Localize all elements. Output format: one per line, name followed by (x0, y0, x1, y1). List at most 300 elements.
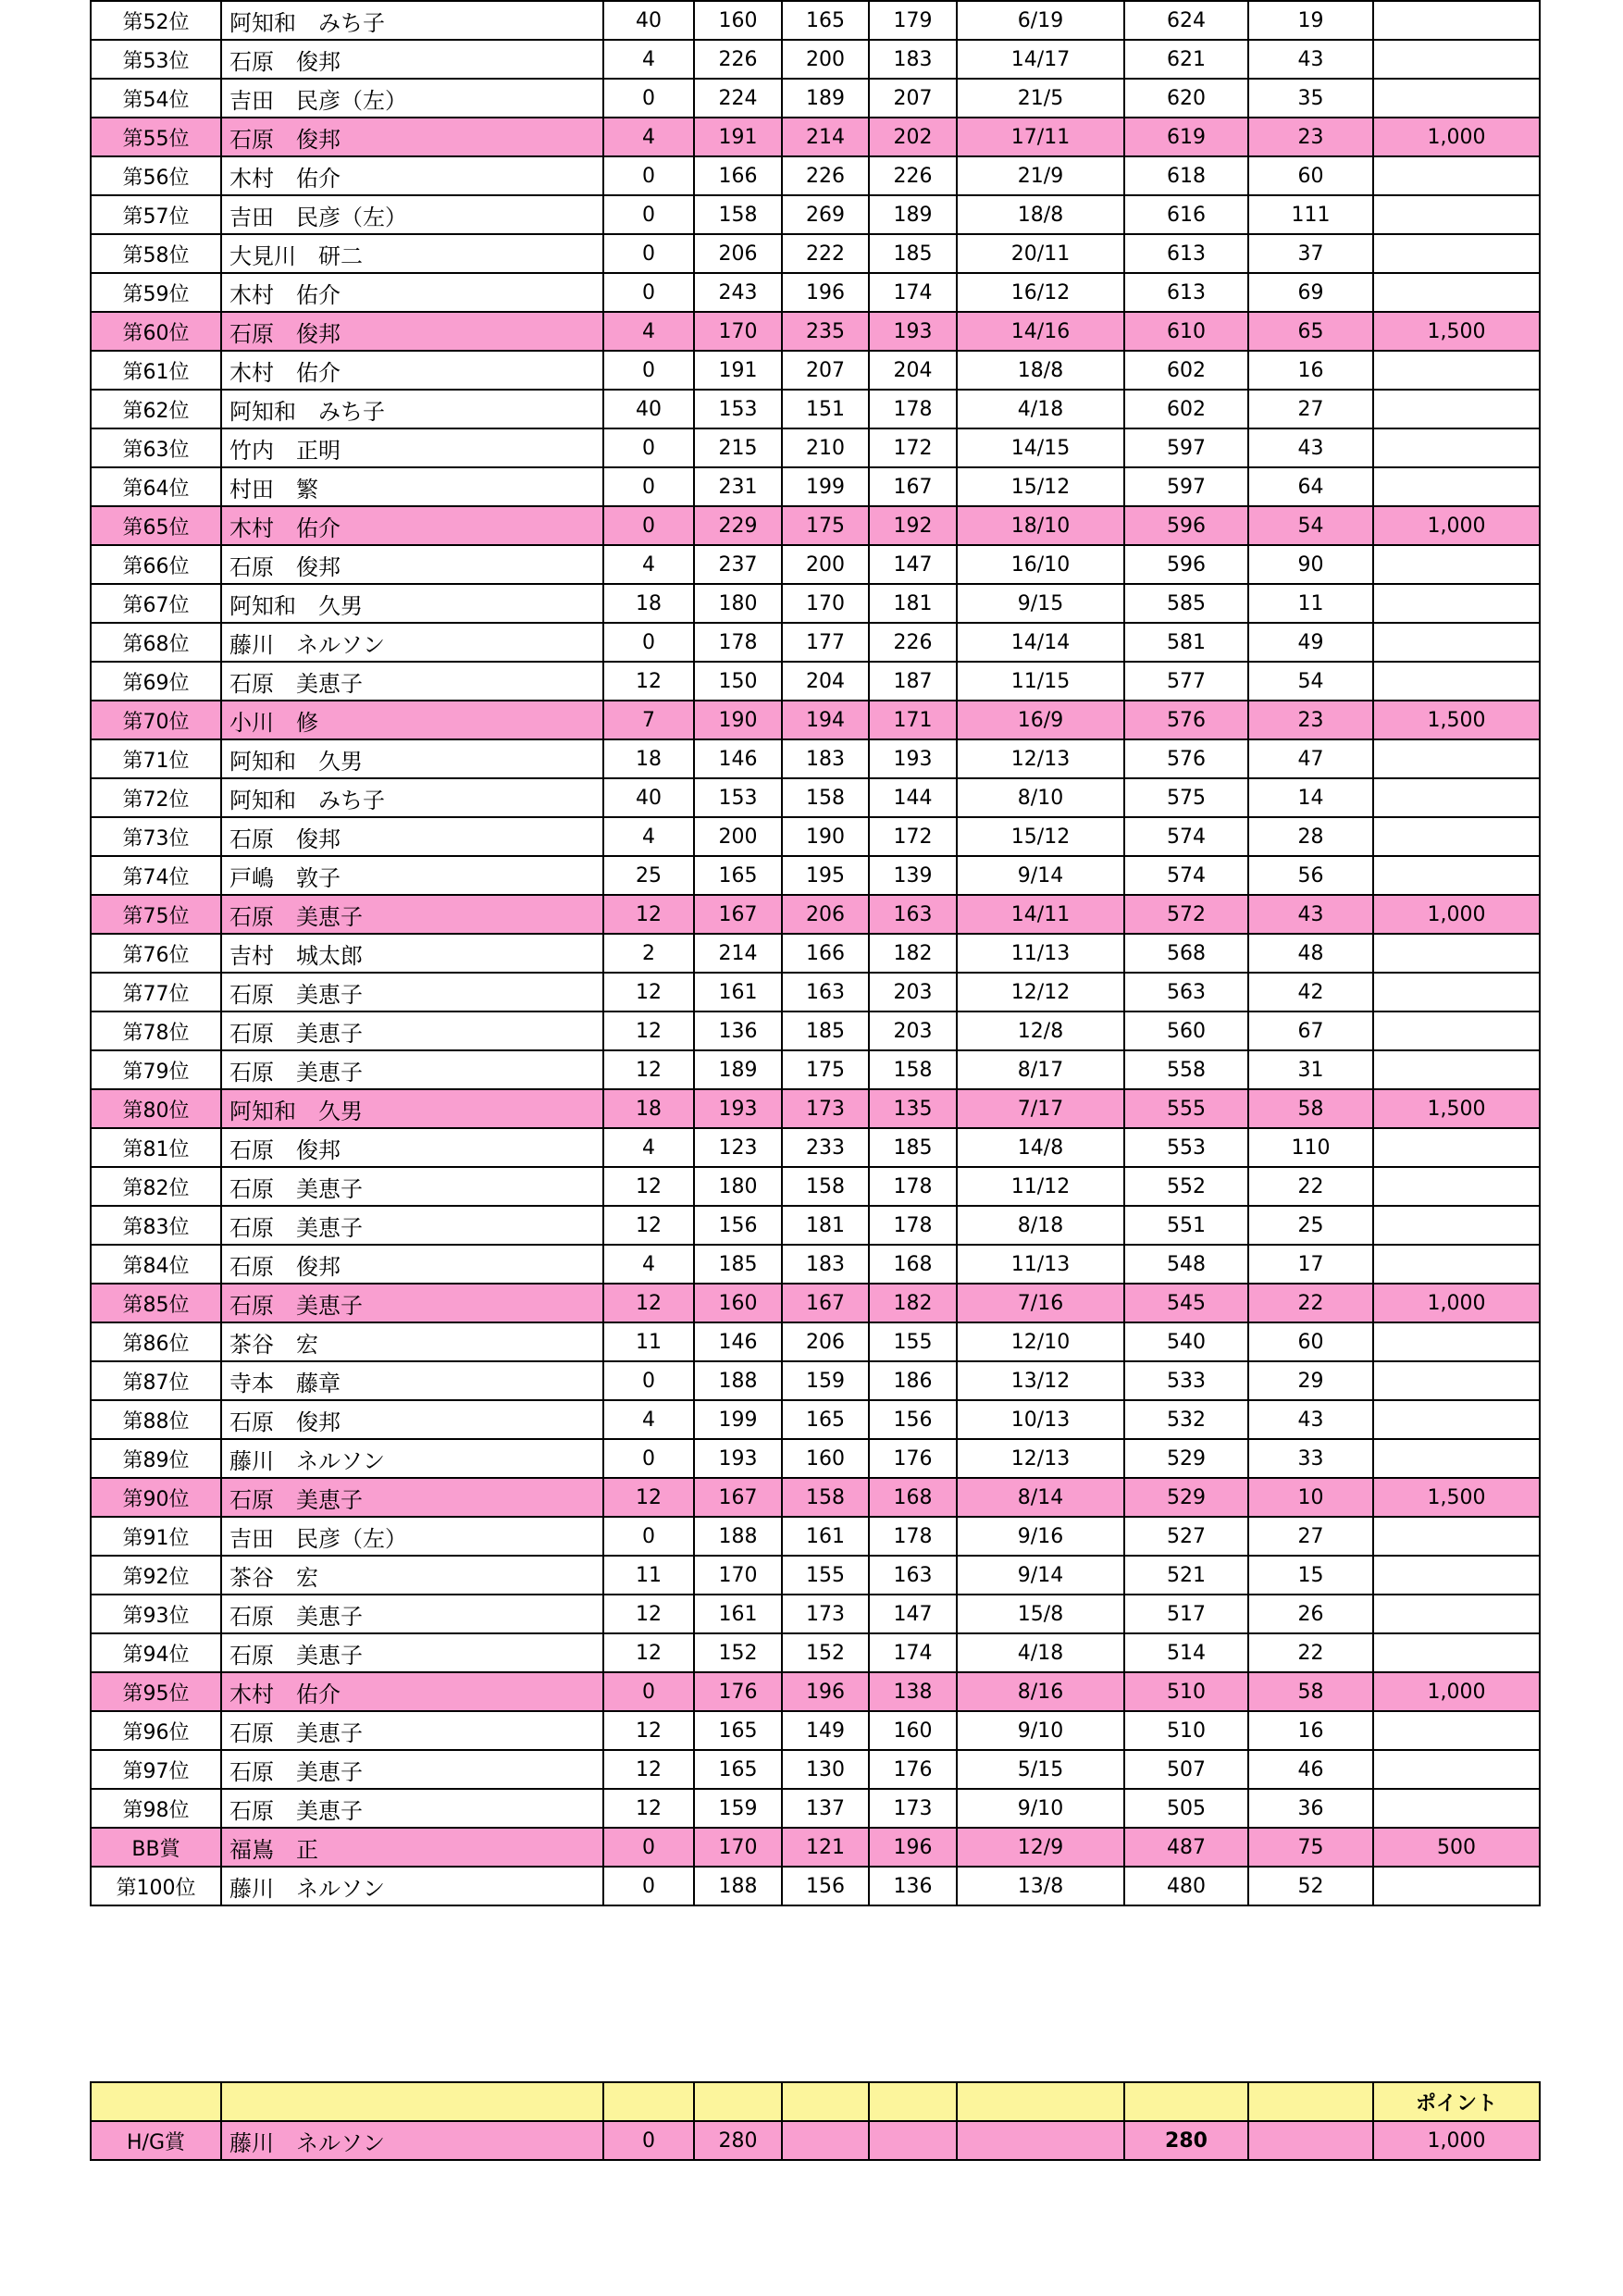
rank-cell: 第52位 (91, 1, 221, 40)
prize-amount (1373, 739, 1540, 778)
player-name: 福嶌 正 (221, 1828, 603, 1867)
handicap: 12 (603, 895, 694, 934)
total-score: 510 (1124, 1711, 1248, 1750)
player-name: 吉田 民彦（左） (221, 79, 603, 118)
prize-amount (1373, 467, 1540, 506)
rank-cell: 第58位 (91, 234, 221, 273)
score-diff: 90 (1248, 545, 1373, 584)
game1-score: 167 (694, 1478, 782, 1517)
game3-score: 172 (869, 817, 957, 856)
score-diff: 31 (1248, 1050, 1373, 1089)
game3-score: 135 (869, 1089, 957, 1128)
score-diff: 60 (1248, 156, 1373, 195)
prize-amount (1373, 234, 1540, 273)
total-score: 616 (1124, 195, 1248, 234)
handicap: 0 (603, 1517, 694, 1556)
hg-empty-cell (869, 2121, 957, 2160)
hg-empty-cell (1248, 2121, 1373, 2160)
player-name: 石原 美恵子 (221, 1750, 603, 1789)
score-diff: 43 (1248, 1400, 1373, 1439)
game3-score: 193 (869, 312, 957, 351)
prize-amount: 1,500 (1373, 1089, 1540, 1128)
game2-score: 158 (782, 1167, 869, 1206)
game1-score: 243 (694, 273, 782, 312)
game2-score: 160 (782, 1439, 869, 1478)
prize-amount (1373, 1750, 1540, 1789)
rank-cell: 第84位 (91, 1245, 221, 1284)
game2-score: 185 (782, 1011, 869, 1050)
hg-header-cell (221, 2082, 603, 2121)
player-name: 石原 美恵子 (221, 1050, 603, 1089)
game3-score: 178 (869, 1517, 957, 1556)
date-cell: 12/13 (957, 1439, 1124, 1478)
total-score: 529 (1124, 1478, 1248, 1517)
game2-score: 163 (782, 973, 869, 1011)
handicap: 4 (603, 1245, 694, 1284)
total-score: 581 (1124, 623, 1248, 662)
game3-score: 202 (869, 118, 957, 156)
total-score: 514 (1124, 1633, 1248, 1672)
score-diff: 49 (1248, 623, 1373, 662)
player-name: 阿知和 みち子 (221, 1, 603, 40)
score-diff: 16 (1248, 1711, 1373, 1750)
date-cell: 21/5 (957, 79, 1124, 118)
hg-header-cell (782, 2082, 869, 2121)
prize-amount: 500 (1373, 1828, 1540, 1867)
game3-score: 226 (869, 623, 957, 662)
prize-amount (1373, 1556, 1540, 1595)
player-name: 石原 俊邦 (221, 312, 603, 351)
game1-score: 199 (694, 1400, 782, 1439)
score-diff: 11 (1248, 584, 1373, 623)
total-score: 610 (1124, 312, 1248, 351)
game1-score: 146 (694, 1322, 782, 1361)
table-row (91, 195, 1540, 234)
table-row (91, 40, 1540, 79)
table-row (91, 506, 1540, 545)
game2-score: 158 (782, 1478, 869, 1517)
table-row (91, 79, 1540, 118)
rank-cell: 第96位 (91, 1711, 221, 1750)
score-diff: 19 (1248, 1, 1373, 40)
game3-score: 178 (869, 390, 957, 428)
player-name: 木村 佑介 (221, 273, 603, 312)
player-name: 石原 美恵子 (221, 662, 603, 701)
total-score: 532 (1124, 1400, 1248, 1439)
game1-score: 165 (694, 856, 782, 895)
player-name: 石原 俊邦 (221, 118, 603, 156)
score-diff: 46 (1248, 1750, 1373, 1789)
date-cell: 9/15 (957, 584, 1124, 623)
score-diff: 65 (1248, 312, 1373, 351)
game1-score: 188 (694, 1361, 782, 1400)
handicap: 12 (603, 1011, 694, 1050)
player-name: 小川 修 (221, 701, 603, 739)
total-score: 480 (1124, 1867, 1248, 1905)
game2-score: 190 (782, 817, 869, 856)
date-cell: 12/9 (957, 1828, 1124, 1867)
date-cell: 17/11 (957, 118, 1124, 156)
prize-amount (1373, 623, 1540, 662)
handicap: 12 (603, 973, 694, 1011)
player-name: 大見川 研二 (221, 234, 603, 273)
table-row (91, 973, 1540, 1011)
game1-score: 176 (694, 1672, 782, 1711)
game2-score: 196 (782, 273, 869, 312)
total-score: 517 (1124, 1595, 1248, 1633)
handicap: 0 (603, 623, 694, 662)
table-row (91, 623, 1540, 662)
score-diff: 27 (1248, 1517, 1373, 1556)
total-score: 552 (1124, 1167, 1248, 1206)
rank-cell: 第87位 (91, 1361, 221, 1400)
game1-score: 146 (694, 739, 782, 778)
rank-cell: 第70位 (91, 701, 221, 739)
rank-cell: 第97位 (91, 1750, 221, 1789)
total-score: 558 (1124, 1050, 1248, 1089)
player-name: 石原 美恵子 (221, 1011, 603, 1050)
game3-score: 185 (869, 1128, 957, 1167)
game2-score: 194 (782, 701, 869, 739)
handicap: 0 (603, 351, 694, 390)
rank-cell: 第95位 (91, 1672, 221, 1711)
total-score: 597 (1124, 467, 1248, 506)
handicap: 0 (603, 467, 694, 506)
table-row (91, 1128, 1540, 1167)
table-row (91, 312, 1540, 351)
handicap: 4 (603, 1128, 694, 1167)
game2-score: 149 (782, 1711, 869, 1750)
rank-cell: 第86位 (91, 1322, 221, 1361)
game3-score: 155 (869, 1322, 957, 1361)
prize-amount (1373, 662, 1540, 701)
handicap: 18 (603, 739, 694, 778)
table-row (91, 817, 1540, 856)
game1-score: 165 (694, 1750, 782, 1789)
table-row (91, 1633, 1540, 1672)
rank-cell: 第83位 (91, 1206, 221, 1245)
game2-score: 210 (782, 428, 869, 467)
table-row (91, 118, 1540, 156)
game2-score: 233 (782, 1128, 869, 1167)
score-diff: 25 (1248, 1206, 1373, 1245)
score-diff: 48 (1248, 934, 1373, 973)
prize-amount (1373, 428, 1540, 467)
game2-score: 173 (782, 1089, 869, 1128)
date-cell: 16/9 (957, 701, 1124, 739)
prize-amount (1373, 1, 1540, 40)
game3-score: 144 (869, 778, 957, 817)
game3-score: 163 (869, 1556, 957, 1595)
game1-score: 136 (694, 1011, 782, 1050)
game2-score: 195 (782, 856, 869, 895)
game1-score: 152 (694, 1633, 782, 1672)
date-cell: 8/10 (957, 778, 1124, 817)
player-name: 戸嶋 敦子 (221, 856, 603, 895)
handicap: 7 (603, 701, 694, 739)
rank-cell: 第68位 (91, 623, 221, 662)
game2-score: 175 (782, 1050, 869, 1089)
game1-score: 178 (694, 623, 782, 662)
player-name: 阿知和 久男 (221, 739, 603, 778)
total-score: 585 (1124, 584, 1248, 623)
score-diff: 54 (1248, 506, 1373, 545)
total-score: 577 (1124, 662, 1248, 701)
player-name: 石原 美恵子 (221, 1711, 603, 1750)
player-name: 石原 俊邦 (221, 40, 603, 79)
table-row (91, 545, 1540, 584)
handicap: 0 (603, 1828, 694, 1867)
game1-score: 160 (694, 1, 782, 40)
total-score: 560 (1124, 1011, 1248, 1050)
table-row (91, 1322, 1540, 1361)
game1-score: 161 (694, 1595, 782, 1633)
rank-cell: 第59位 (91, 273, 221, 312)
handicap: 4 (603, 545, 694, 584)
prize-amount: 1,500 (1373, 701, 1540, 739)
handicap: 11 (603, 1556, 694, 1595)
handicap: 4 (603, 40, 694, 79)
date-cell: 8/17 (957, 1050, 1124, 1089)
date-cell: 16/10 (957, 545, 1124, 584)
game3-score: 156 (869, 1400, 957, 1439)
game3-score: 147 (869, 1595, 957, 1633)
total-score: 618 (1124, 156, 1248, 195)
player-name: 寺本 藤章 (221, 1361, 603, 1400)
game2-score: 177 (782, 623, 869, 662)
player-name: 木村 佑介 (221, 351, 603, 390)
hg-row (91, 2121, 1540, 2160)
date-cell: 9/14 (957, 1556, 1124, 1595)
player-name: 石原 美恵子 (221, 895, 603, 934)
handicap: 12 (603, 1633, 694, 1672)
game3-score: 147 (869, 545, 957, 584)
rank-cell: 第77位 (91, 973, 221, 1011)
table-row (91, 234, 1540, 273)
prize-amount (1373, 934, 1540, 973)
score-diff: 58 (1248, 1672, 1373, 1711)
game3-score: 207 (869, 79, 957, 118)
prize-amount (1373, 1517, 1540, 1556)
total-score: 507 (1124, 1750, 1248, 1789)
handicap: 18 (603, 1089, 694, 1128)
game1-score: 185 (694, 1245, 782, 1284)
prize-amount (1373, 1789, 1540, 1828)
game2-score: 173 (782, 1595, 869, 1633)
game1-score: 165 (694, 1711, 782, 1750)
game1-score: 153 (694, 778, 782, 817)
game3-score: 139 (869, 856, 957, 895)
prize-amount (1373, 973, 1540, 1011)
table-row (91, 856, 1540, 895)
hg-handicap: 0 (603, 2121, 694, 2160)
date-cell: 6/19 (957, 1, 1124, 40)
game3-score: 192 (869, 506, 957, 545)
handicap: 4 (603, 312, 694, 351)
game1-score: 237 (694, 545, 782, 584)
player-name: 藤川 ネルソン (221, 1439, 603, 1478)
player-name: 石原 美恵子 (221, 1633, 603, 1672)
game1-score: 158 (694, 195, 782, 234)
score-diff: 36 (1248, 1789, 1373, 1828)
game2-score: 200 (782, 545, 869, 584)
game3-score: 186 (869, 1361, 957, 1400)
hg-prize-table (90, 2081, 1541, 2161)
hg-header-cell (91, 2082, 221, 2121)
player-name: 茶谷 宏 (221, 1322, 603, 1361)
total-score: 619 (1124, 118, 1248, 156)
total-score: 576 (1124, 701, 1248, 739)
total-score: 551 (1124, 1206, 1248, 1245)
handicap: 0 (603, 195, 694, 234)
score-diff: 37 (1248, 234, 1373, 273)
game3-score: 176 (869, 1750, 957, 1789)
game3-score: 167 (869, 467, 957, 506)
date-cell: 18/8 (957, 351, 1124, 390)
prize-amount: 1,500 (1373, 1478, 1540, 1517)
total-score: 596 (1124, 545, 1248, 584)
total-score: 563 (1124, 973, 1248, 1011)
table-row (91, 1595, 1540, 1633)
game2-score: 200 (782, 40, 869, 79)
score-diff: 10 (1248, 1478, 1373, 1517)
prize-amount (1373, 1361, 1540, 1400)
table-row (91, 778, 1540, 817)
prize-amount: 1,000 (1373, 118, 1540, 156)
score-diff: 22 (1248, 1167, 1373, 1206)
points-header: ポイント (1373, 2082, 1540, 2121)
ranking-table-body (91, 1, 1540, 1905)
table-row (91, 1361, 1540, 1400)
game2-score: 226 (782, 156, 869, 195)
prize-amount (1373, 1711, 1540, 1750)
date-cell: 11/13 (957, 934, 1124, 973)
total-score: 510 (1124, 1672, 1248, 1711)
rank-cell: 第67位 (91, 584, 221, 623)
total-score: 620 (1124, 79, 1248, 118)
game1-score: 229 (694, 506, 782, 545)
date-cell: 18/8 (957, 195, 1124, 234)
date-cell: 13/12 (957, 1361, 1124, 1400)
player-name: 石原 美恵子 (221, 1789, 603, 1828)
score-diff: 60 (1248, 1322, 1373, 1361)
player-name: 石原 俊邦 (221, 1128, 603, 1167)
game1-score: 191 (694, 351, 782, 390)
date-cell: 12/10 (957, 1322, 1124, 1361)
handicap: 12 (603, 1750, 694, 1789)
handicap: 12 (603, 1711, 694, 1750)
table-row (91, 390, 1540, 428)
game3-score: 163 (869, 895, 957, 934)
game2-score: 156 (782, 1867, 869, 1905)
player-name: 木村 佑介 (221, 156, 603, 195)
total-score: 527 (1124, 1517, 1248, 1556)
rank-cell: 第91位 (91, 1517, 221, 1556)
date-cell: 21/9 (957, 156, 1124, 195)
player-name: 阿知和 久男 (221, 584, 603, 623)
total-score: 505 (1124, 1789, 1248, 1828)
total-score: 555 (1124, 1089, 1248, 1128)
table-row (91, 1050, 1540, 1089)
handicap: 12 (603, 1478, 694, 1517)
score-diff: 35 (1248, 79, 1373, 118)
player-name: 村田 繁 (221, 467, 603, 506)
game2-score: 207 (782, 351, 869, 390)
game2-score: 204 (782, 662, 869, 701)
prize-amount (1373, 1322, 1540, 1361)
game2-score: 181 (782, 1206, 869, 1245)
game1-score: 180 (694, 584, 782, 623)
rank-cell: 第93位 (91, 1595, 221, 1633)
prize-amount (1373, 1400, 1540, 1439)
table-row (91, 1750, 1540, 1789)
date-cell: 20/11 (957, 234, 1124, 273)
date-cell: 9/16 (957, 1517, 1124, 1556)
prize-amount (1373, 1245, 1540, 1284)
table-row (91, 1245, 1540, 1284)
score-diff: 15 (1248, 1556, 1373, 1595)
score-diff: 28 (1248, 817, 1373, 856)
rank-cell: 第75位 (91, 895, 221, 934)
date-cell: 12/13 (957, 739, 1124, 778)
prize-amount (1373, 156, 1540, 195)
total-score: 596 (1124, 506, 1248, 545)
game2-score: 165 (782, 1, 869, 40)
hg-empty-cell (782, 2121, 869, 2160)
date-cell: 16/12 (957, 273, 1124, 312)
table-row (91, 1089, 1540, 1128)
game3-score: 203 (869, 973, 957, 1011)
table-row (91, 1439, 1540, 1478)
hg-empty-cell (957, 2121, 1124, 2160)
handicap: 0 (603, 156, 694, 195)
game1-score: 188 (694, 1867, 782, 1905)
game2-score: 189 (782, 79, 869, 118)
game3-score: 178 (869, 1206, 957, 1245)
player-name: 阿知和 みち子 (221, 778, 603, 817)
hg-header-row (91, 2082, 1540, 2121)
score-diff: 29 (1248, 1361, 1373, 1400)
date-cell: 10/13 (957, 1400, 1124, 1439)
prize-amount (1373, 1595, 1540, 1633)
score-diff: 67 (1248, 1011, 1373, 1050)
prize-amount (1373, 1050, 1540, 1089)
game3-score: 176 (869, 1439, 957, 1478)
table-row (91, 895, 1540, 934)
game2-score: 269 (782, 195, 869, 234)
game1-score: 226 (694, 40, 782, 79)
date-cell: 8/16 (957, 1672, 1124, 1711)
total-score: 548 (1124, 1245, 1248, 1284)
game3-score: 204 (869, 351, 957, 390)
date-cell: 14/14 (957, 623, 1124, 662)
score-diff: 110 (1248, 1128, 1373, 1167)
table-row (91, 428, 1540, 467)
player-name: 石原 美恵子 (221, 1206, 603, 1245)
table-row (91, 351, 1540, 390)
handicap: 12 (603, 1284, 694, 1322)
total-score: 545 (1124, 1284, 1248, 1322)
prize-amount (1373, 351, 1540, 390)
score-diff: 43 (1248, 428, 1373, 467)
game1-score: 180 (694, 1167, 782, 1206)
game3-score: 187 (869, 662, 957, 701)
game3-score: 171 (869, 701, 957, 739)
total-score: 621 (1124, 40, 1248, 79)
rank-cell: 第85位 (91, 1284, 221, 1322)
rank-cell: 第90位 (91, 1478, 221, 1517)
game1-score: 167 (694, 895, 782, 934)
